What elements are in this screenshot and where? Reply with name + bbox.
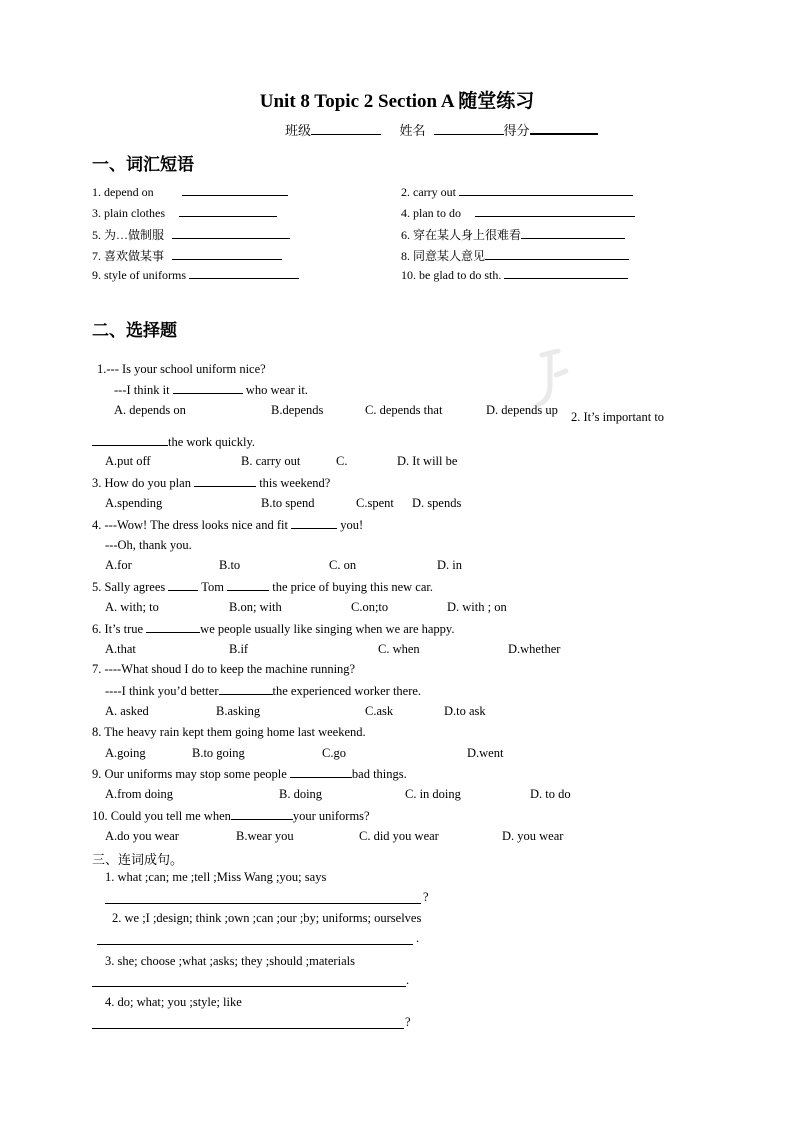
q10-option-b[interactable]: B.wear you bbox=[236, 829, 294, 843]
q10-option-d[interactable]: D. you wear bbox=[502, 829, 564, 843]
page-title: Unit 8 Topic 2 Section A 随堂练习 bbox=[259, 91, 535, 112]
q3-option-c[interactable]: C.spent bbox=[356, 496, 394, 510]
q10-option-a[interactable]: A.do you wear bbox=[105, 829, 179, 843]
vocab-item-7: 7. 喜欢做某事 bbox=[92, 247, 282, 264]
q8-option-d[interactable]: D.went bbox=[467, 746, 504, 760]
class-blank[interactable] bbox=[311, 122, 381, 135]
sentence-end-2: . bbox=[416, 931, 420, 945]
q9-option-d[interactable]: D. to do bbox=[530, 787, 571, 801]
sentence-prompt-4: 4. do; what; you ;style; like bbox=[105, 995, 242, 1009]
q5-option-d[interactable]: D. with ; on bbox=[447, 600, 507, 614]
sentence-prompt-3: 3. she; choose ;what ;asks; they ;should ;materials bbox=[105, 954, 355, 968]
q2-stem: 2. It’s important to bbox=[571, 410, 665, 424]
q9-option-b[interactable]: B. doing bbox=[279, 787, 323, 801]
q2-cont: the work quickly. bbox=[92, 434, 255, 450]
q3-option-a[interactable]: A.spending bbox=[105, 496, 163, 510]
score-label: 得分 bbox=[503, 123, 530, 138]
q2-option-c[interactable]: C. bbox=[336, 454, 348, 468]
answer-blank[interactable] bbox=[182, 184, 288, 196]
q6-option-a[interactable]: A.that bbox=[105, 642, 136, 656]
q8-option-b[interactable]: B.to going bbox=[192, 746, 245, 760]
q4-option-a[interactable]: A.for bbox=[105, 558, 132, 572]
q1-option-c[interactable]: C. depends that bbox=[365, 403, 443, 417]
q4-line2: ---Oh, thank you. bbox=[105, 538, 192, 552]
q6-stem: 6. It’s true we people usually like singing when we are happy. bbox=[92, 622, 455, 636]
sentence-end-1: ? bbox=[423, 890, 429, 904]
answer-blank[interactable] bbox=[219, 683, 273, 695]
q10-option-c[interactable]: C. did you wear bbox=[359, 829, 439, 843]
answer-blank[interactable] bbox=[231, 808, 293, 820]
vocab-item-6: 6. 穿在某人身上很难看 bbox=[401, 226, 625, 243]
q6-option-d[interactable]: D.whether bbox=[508, 642, 561, 656]
q7-line1: 7. ----What shoud I do to keep the machine running? bbox=[92, 662, 356, 676]
answer-blank[interactable] bbox=[92, 434, 168, 446]
q9-option-a[interactable]: A.from doing bbox=[105, 787, 174, 801]
q1-option-b[interactable]: B.depends bbox=[271, 403, 324, 417]
answer-blank[interactable] bbox=[475, 205, 635, 217]
sentence-end-3: . bbox=[406, 973, 410, 987]
q3-option-b[interactable]: B.to spend bbox=[261, 496, 315, 510]
vocab-item-5: 5. 为…做制服 bbox=[92, 226, 290, 243]
answer-blank[interactable] bbox=[227, 579, 269, 591]
vocab-item-3: 3. plain clothes bbox=[92, 205, 277, 221]
answer-blank[interactable] bbox=[291, 517, 337, 529]
vocab-item-1: 1. depend on bbox=[92, 184, 288, 200]
vocab-item-4: 4. plan to do bbox=[401, 205, 635, 221]
q5-option-a[interactable]: A. with; to bbox=[105, 600, 159, 614]
q7-option-c[interactable]: C.ask bbox=[365, 704, 394, 718]
q10-stem: 10. Could you tell me when your uniforms? bbox=[92, 809, 370, 823]
q8-stem: 8. The heavy rain kept them going home last weekend. bbox=[92, 725, 366, 739]
q4-option-c[interactable]: C. on bbox=[329, 558, 357, 572]
q6-option-c[interactable]: C. when bbox=[378, 642, 420, 656]
q1-line2: ---I think it who wear it. bbox=[114, 383, 308, 397]
q1-option-a[interactable]: A. depends on bbox=[114, 403, 186, 417]
answer-line[interactable] bbox=[97, 944, 413, 945]
q9-option-c[interactable]: C. in doing bbox=[405, 787, 461, 801]
sentence-end-4: ? bbox=[405, 1015, 411, 1029]
q7-option-d[interactable]: D.to ask bbox=[444, 704, 486, 718]
q5-option-c[interactable]: C.on;to bbox=[351, 600, 389, 614]
vocab-item-9: 9. style of uniforms bbox=[92, 267, 299, 283]
q9-stem: 9. Our uniforms may stop some people bad things. bbox=[92, 767, 407, 781]
q7-option-b[interactable]: B.asking bbox=[216, 704, 261, 718]
q2-option-a[interactable]: A.put off bbox=[105, 454, 151, 468]
answer-blank[interactable] bbox=[146, 621, 200, 633]
score-blank[interactable] bbox=[530, 121, 598, 135]
answer-blank[interactable] bbox=[189, 267, 299, 279]
vocab-item-2: 2. carry out bbox=[401, 184, 633, 200]
q7-line2: ----I think you’d better the experienced worker there. bbox=[105, 684, 422, 698]
answer-blank[interactable] bbox=[194, 475, 256, 487]
answer-line[interactable] bbox=[105, 903, 421, 904]
section2-heading: 二、选择题 bbox=[92, 321, 177, 341]
q3-option-d[interactable]: D. spends bbox=[412, 496, 462, 510]
q4-option-d[interactable]: D. in bbox=[437, 558, 462, 572]
answer-blank[interactable] bbox=[504, 267, 628, 279]
q4-option-b[interactable]: B.to bbox=[219, 558, 241, 572]
q3-stem: 3. How do you plan this weekend? bbox=[92, 476, 331, 490]
q5-option-b[interactable]: B.on; with bbox=[229, 600, 282, 614]
sentence-prompt-2: 2. we ;I ;design; think ;own ;can ;our ;by; uniforms; ourselves bbox=[112, 911, 422, 925]
answer-blank[interactable] bbox=[168, 579, 198, 591]
q1-option-d[interactable]: D. depends up bbox=[486, 403, 558, 417]
answer-blank[interactable] bbox=[172, 227, 290, 239]
q6-option-b[interactable]: B.if bbox=[229, 642, 249, 656]
section3-heading: 三、连词成句。 bbox=[92, 853, 184, 868]
vocab-item-8: 8. 同意某人意见 bbox=[401, 247, 629, 264]
q8-option-a[interactable]: A.going bbox=[105, 746, 146, 760]
q1-stem: 1.--- Is your school uniform nice? bbox=[97, 362, 266, 376]
class-label: 班级 bbox=[285, 123, 312, 138]
q7-option-a[interactable]: A. asked bbox=[105, 704, 149, 718]
vocab-item-10: 10. be glad to do sth. bbox=[401, 267, 628, 283]
answer-line[interactable] bbox=[92, 1028, 404, 1029]
sentence-prompt-1: 1. what ;can; me ;tell ;Miss Wang ;you; says bbox=[105, 870, 327, 884]
q8-option-c[interactable]: C.go bbox=[322, 746, 346, 760]
answer-blank[interactable] bbox=[485, 248, 629, 260]
answer-blank[interactable] bbox=[459, 184, 633, 196]
q4-stem: 4. ---Wow! The dress looks nice and fit you! bbox=[92, 518, 364, 532]
name-label: 姓名 bbox=[399, 123, 426, 138]
name-blank[interactable] bbox=[434, 122, 504, 135]
answer-blank[interactable] bbox=[290, 766, 352, 778]
answer-blank[interactable] bbox=[521, 227, 625, 239]
q2-option-d[interactable]: D. It will be bbox=[397, 454, 458, 468]
answer-blank[interactable] bbox=[173, 382, 243, 394]
q2-option-b[interactable]: B. carry out bbox=[241, 454, 301, 468]
student-info-line bbox=[285, 120, 598, 139]
q5-stem: 5. Sally agrees Tom the price of buying this new car. bbox=[92, 580, 433, 594]
answer-line[interactable] bbox=[92, 986, 406, 987]
answer-blank[interactable] bbox=[172, 248, 282, 260]
section1-heading: 一、词汇短语 bbox=[92, 155, 194, 175]
answer-blank[interactable] bbox=[179, 205, 277, 217]
